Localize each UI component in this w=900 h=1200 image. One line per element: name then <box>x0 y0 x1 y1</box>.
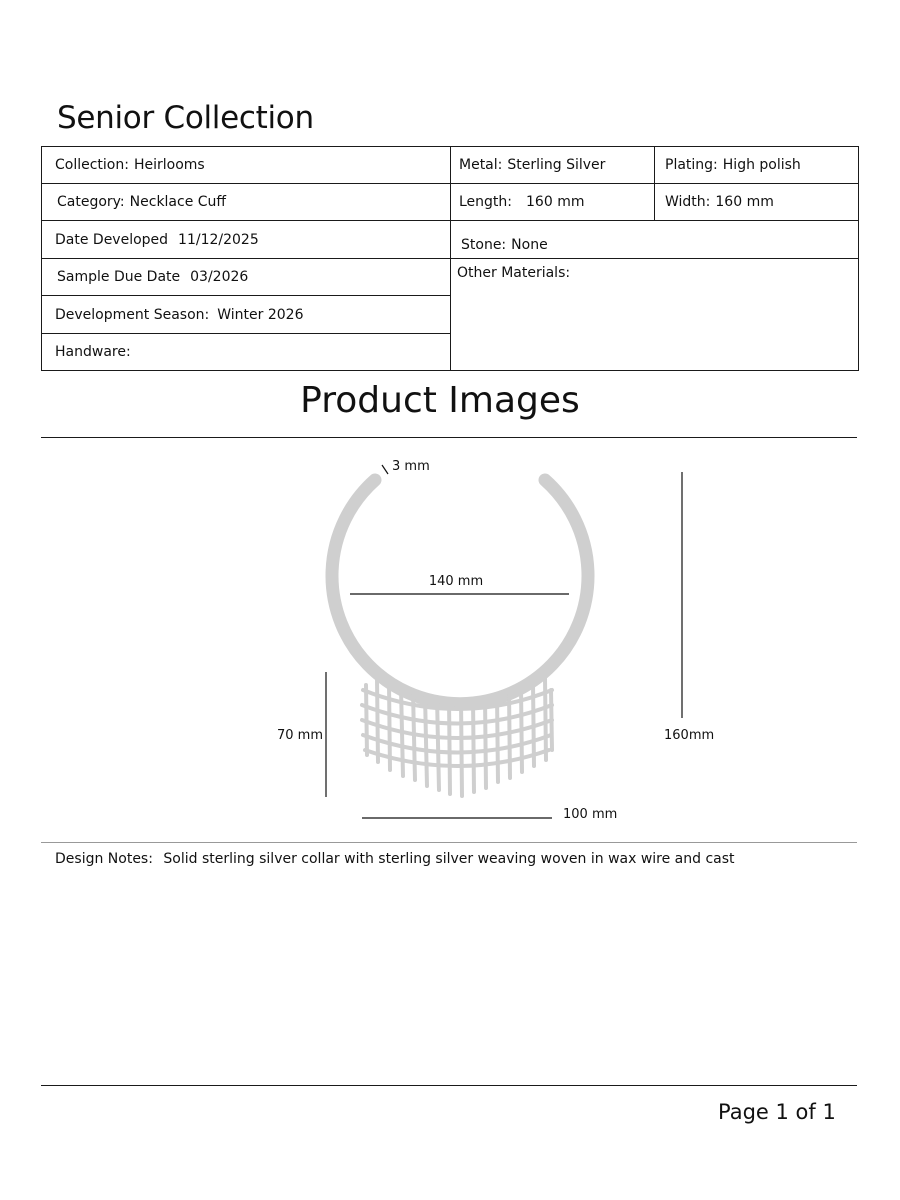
hardware-label: Handware: <box>55 344 131 360</box>
necklace-illustration <box>332 480 588 796</box>
other-materials-label: Other Materials: <box>457 265 571 281</box>
diameter-label: 140 mm <box>428 574 484 589</box>
stone-label: Stone: <box>461 237 507 253</box>
stone-field <box>450 220 859 259</box>
design-notes-value: Solid sterling silver collar with sterling silver weaving woven in wax wire and cast <box>163 851 735 867</box>
collection-label: Collection: <box>55 157 129 173</box>
plating-value: High polish <box>722 157 801 173</box>
date-developed-label: Date Developed <box>55 231 169 248</box>
thickness-label: 3 mm <box>392 459 430 474</box>
other-materials-field <box>450 258 859 371</box>
season-label: Development Season: <box>55 306 210 323</box>
width-value: 160 mm <box>715 194 774 210</box>
metal-label: Metal: <box>459 157 503 173</box>
woven-fringe <box>362 678 552 796</box>
cuff-ring <box>332 480 588 704</box>
collection-value: Heirlooms <box>133 157 205 173</box>
product-drawing <box>0 440 900 840</box>
design-notes <box>55 851 735 867</box>
date-developed-field <box>41 220 451 259</box>
metal-field <box>450 146 655 184</box>
width-label: Width: <box>665 194 711 210</box>
thickness-tick <box>382 465 388 474</box>
plating-field <box>654 146 859 184</box>
sample-due-value: 03/2026 <box>190 269 249 285</box>
length-field <box>450 183 655 221</box>
stone-value: None <box>511 237 548 253</box>
hardware-field <box>41 333 451 371</box>
collection-field <box>41 146 451 184</box>
notes-divider <box>41 842 857 843</box>
footer-divider <box>41 1085 857 1086</box>
length-label: Length: <box>459 194 513 210</box>
date-developed-value: 11/12/2025 <box>178 231 259 248</box>
width-field <box>654 183 859 221</box>
design-notes-label: Design Notes: <box>55 851 153 867</box>
fringe-width-label: 100 mm <box>563 807 618 822</box>
category-value: Necklace Cuff <box>129 194 227 210</box>
total-height-label: 160mm <box>664 728 715 743</box>
sample-due-field <box>41 258 451 296</box>
category-label: Category: <box>57 194 125 210</box>
sample-due-label: Sample Due Date <box>57 269 181 285</box>
fringe-height-label: 70 mm <box>276 728 323 743</box>
heading-divider <box>41 437 857 438</box>
product-images-heading: Product Images <box>300 380 580 421</box>
category-field <box>41 183 451 221</box>
length-value: 160 mm <box>526 194 585 210</box>
season-field <box>41 295 451 334</box>
plating-label: Plating: <box>665 157 718 173</box>
page-number: Page 1 of 1 <box>718 1100 836 1124</box>
page-title: Senior Collection <box>57 100 314 136</box>
metal-value: Sterling Silver <box>507 157 606 173</box>
season-value: Winter 2026 <box>217 306 304 323</box>
